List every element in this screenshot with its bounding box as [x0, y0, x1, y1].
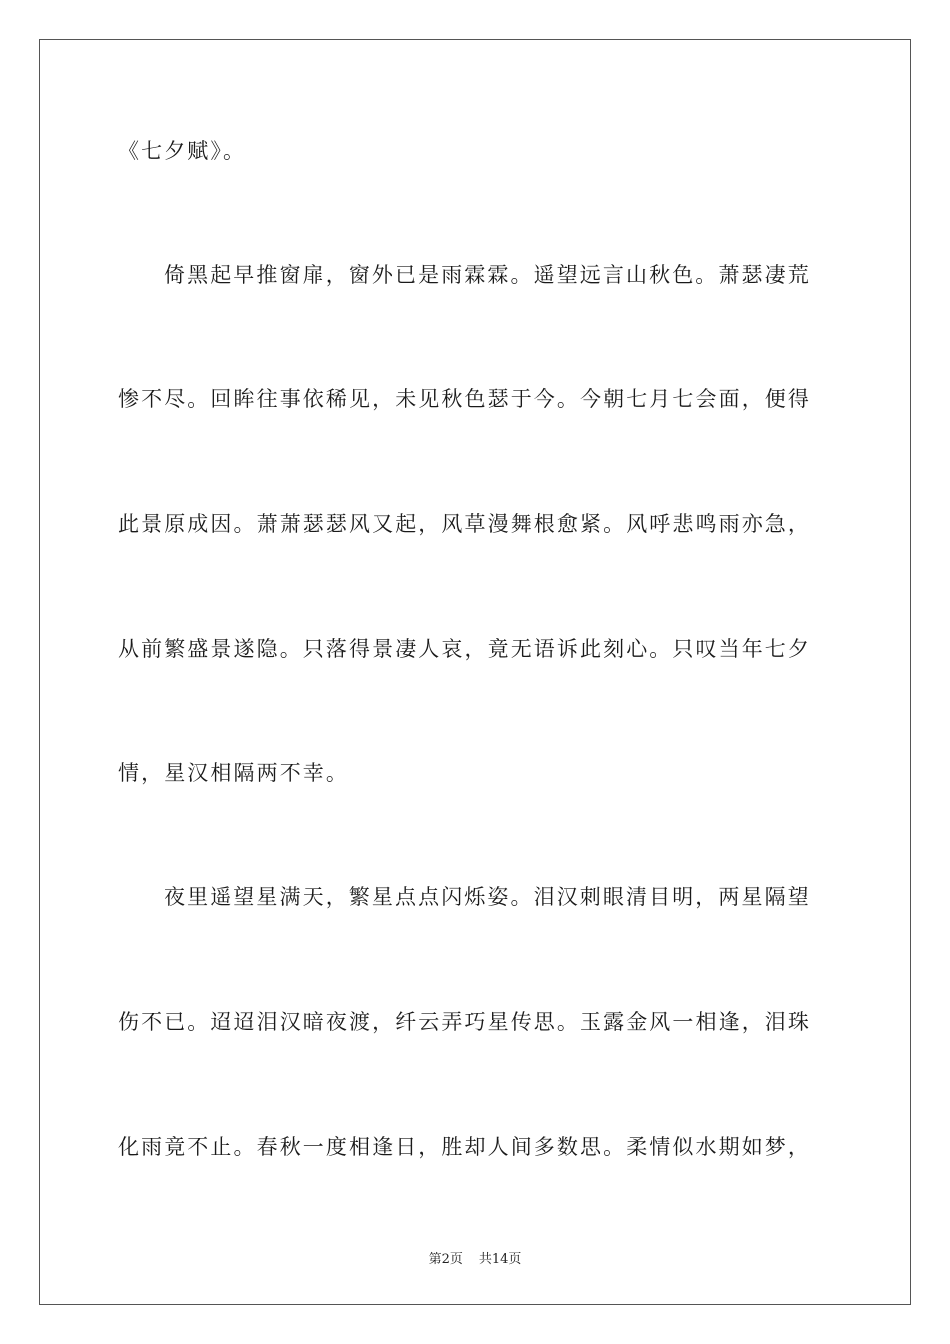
paragraph-1-line-1: 倚黑起早推窗扉，窗外已是雨霖霖。遥望远言山秋色。萧瑟凄荒	[164, 263, 811, 287]
paragraph-2-line-1: 夜里遥望星满天，繁星点点闪烁姿。泪汉刺眼清目明，两星隔望	[164, 885, 811, 909]
paragraph-1-line-4: 从前繁盛景遂隐。只落得景凄人哀，竟无语诉此刻心。只叹当年七夕	[118, 637, 811, 661]
page-number: 第2页	[428, 1252, 463, 1267]
text-line-title: 《七夕赋》。	[118, 139, 247, 163]
paragraph-1-line-3: 此景原成因。萧萧瑟瑟风又起，风草漫舞根愈紧。风呼悲鸣雨亦急，	[118, 512, 811, 536]
page-total: 共14页	[478, 1252, 522, 1267]
paragraph-2-line-3: 化雨竟不止。春秋一度相逢日，胜却人间多数思。柔情似水期如梦，	[118, 1135, 811, 1159]
paragraph-1-line-5: 情，星汉相隔两不幸。	[118, 761, 349, 785]
paragraph-2-line-2: 伤不已。迢迢泪汉暗夜渡，纤云弄巧星传思。玉露金风一相逢，泪珠	[118, 1010, 811, 1034]
page-border	[39, 39, 911, 1305]
paragraph-1-line-2: 惨不尽。回眸往事依稀见，未见秋色瑟于今。今朝七月七会面，便得	[118, 387, 811, 411]
page-footer	[0, 1248, 950, 1267]
